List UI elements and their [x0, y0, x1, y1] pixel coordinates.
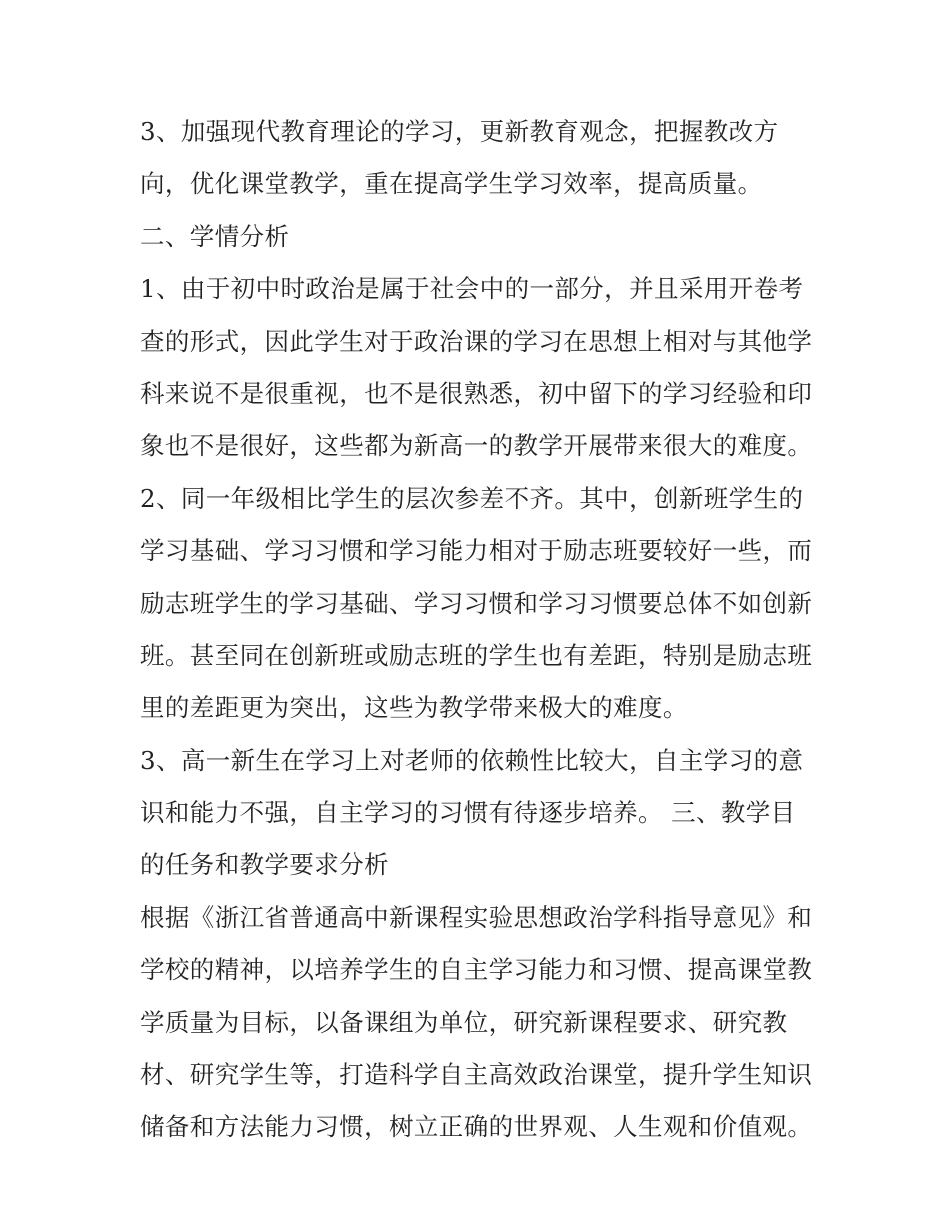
text-line: 根据《浙江省普通高中新课程实验思想政治学科指导意见》和	[140, 902, 813, 932]
text-line: 识和能力不强，自主学习的习惯有待逐步培养。 三、教学目	[140, 798, 796, 828]
text-line: 向，优化课堂教学，重在提高学生学习效率，提高质量。	[140, 169, 763, 199]
text-line: 励志班学生的学习基础、学习习惯和学习习惯要总体不如创新	[140, 588, 813, 618]
text-line: 科来说不是很重视，也不是很熟悉，初中留下的学习经验和印	[140, 378, 813, 408]
text-line: 班。甚至同在创新班或励志班的学生也有差距，特别是励志班	[140, 640, 813, 670]
text-line: 3、高一新生在学习上对老师的依赖性比较大，自主学习的意	[140, 745, 804, 775]
text-line: 里的差距更为突出，这些为教学带来极大的难度。	[140, 693, 688, 723]
text-line: 3、加强现代教育理论的学习，更新教育观念，把握教改方	[140, 117, 779, 146]
text-line: 学习基础、学习习惯和学习能力相对于励志班要较好一些，而	[140, 536, 813, 566]
text-line: 象也不是很好，这些都为新高一的教学开展带来很大的难度。	[140, 431, 813, 461]
text-line: 查的形式，因此学生对于政治课的学习在思想上相对与其他学	[140, 326, 813, 356]
document-body	[140, 106, 820, 1154]
text-line: 2、同一年级相比学生的层次参差不齐。其中，创新班学生的	[140, 483, 804, 513]
text-line: 储备和方法能力习惯，树立正确的世界观、人生观和价值观。	[140, 1112, 813, 1142]
text-line: 材、研究学生等，打造科学自主高效政治课堂，提升学生知识	[140, 1060, 813, 1090]
text-line: 学质量为目标，以备课组为单位，研究新课程要求、研究教	[140, 1007, 788, 1037]
text-line: 的任务和教学要求分析	[140, 850, 389, 880]
text-line: 1、由于初中时政治是属于社会中的一部分，并且采用开卷考	[140, 274, 804, 304]
section-heading: 二、学情分析	[140, 221, 290, 251]
text-line: 学校的精神，以培养学生的自主学习能力和习惯、提高课堂教	[140, 955, 813, 985]
